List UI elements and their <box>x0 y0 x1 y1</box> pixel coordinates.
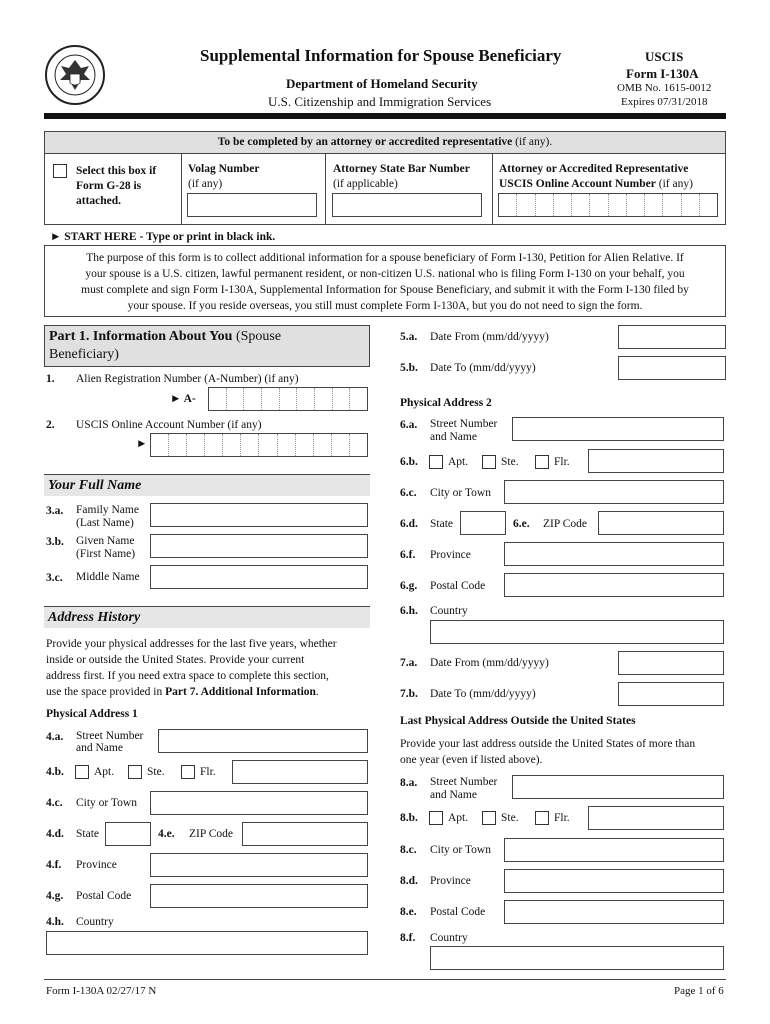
q4h-number: 4.h. <box>46 916 64 928</box>
addr3-flr-label: Flr. <box>554 812 570 824</box>
q8c-number: 8.c. <box>400 844 417 856</box>
part1-title-rest: (Spouse <box>232 329 282 344</box>
intro-line-2: your spouse is a U.S. citizen, lawful permanent resident, or non-citizen U.S. national who is filing Form I-130 on your behalf, you <box>85 268 685 280</box>
addr1-ste-checkbox[interactable] <box>128 765 142 779</box>
a-number-label: Alien Registration Number (A-Number) (if any) <box>76 373 299 385</box>
part1-title-line2: Beneficiary) <box>49 347 119 362</box>
history-text-1: Provide your physical addresses for the last five years, whether <box>46 638 337 650</box>
addr1-flr-checkbox[interactable] <box>181 765 195 779</box>
addr2-zip-label: ZIP Code <box>543 518 587 530</box>
addr3-province-label: Province <box>430 875 471 887</box>
addr3-postal-input[interactable] <box>504 900 724 924</box>
addr3-apt-label: Apt. <box>448 812 469 824</box>
addr3-city-input[interactable] <box>504 838 724 862</box>
addr1-street-label-2: and Name <box>76 742 123 754</box>
addr1-apt-checkbox[interactable] <box>75 765 89 779</box>
q6c-number: 6.c. <box>400 487 417 499</box>
bar-number-input[interactable] <box>332 193 482 217</box>
addr2-date-from-label: Date From (mm/dd/yyyy) <box>430 657 549 669</box>
addr1-zip-label: ZIP Code <box>189 828 233 840</box>
footer-rule <box>44 979 726 980</box>
attorney-banner-suffix: (if any). <box>515 136 553 148</box>
start-here: ► START HERE - Type or print in black ink. <box>50 231 276 243</box>
addr1-state-label: State <box>76 828 99 840</box>
intro-box <box>44 245 726 317</box>
addr1-province-input[interactable] <box>150 853 368 877</box>
intro-line-3: must complete and sign Form I-130A, Supplemental Information for Spouse Beneficiary, and submit it with the Form I-130 filed by <box>81 284 689 296</box>
addr3-city-label: City or Town <box>430 844 491 856</box>
bar-number-sublabel: (if applicable) <box>333 178 398 190</box>
addr2-date-to-label: Date To (mm/dd/yyyy) <box>430 688 536 700</box>
addr1-country-label: Country <box>76 916 114 928</box>
addr1-street-input[interactable] <box>158 729 368 753</box>
a-number-prefix: ► A- <box>170 393 196 405</box>
online-account-arrow: ► <box>136 438 148 450</box>
q4g-number: 4.g. <box>46 890 64 902</box>
attorney-divider-3 <box>492 154 493 224</box>
q5b-number: 5.b. <box>400 362 418 374</box>
volag-number-input[interactable] <box>187 193 317 217</box>
addr1-apt-label: Apt. <box>94 766 115 778</box>
header-rule <box>44 113 726 119</box>
q4f-number: 4.f. <box>46 859 62 871</box>
your-full-name-heading: Your Full Name <box>44 474 370 496</box>
addr2-country-label: Country <box>430 605 468 617</box>
q8f-number: 8.f. <box>400 932 416 944</box>
addr1-city-input[interactable] <box>150 791 368 815</box>
q3b-number: 3.b. <box>46 536 64 548</box>
attorney-divider-1 <box>181 154 182 224</box>
uscis-label: USCIS <box>645 49 684 64</box>
addr3-ste-checkbox[interactable] <box>482 811 496 825</box>
g28-label-1: Select this box if <box>76 165 157 177</box>
addr1-postal-input[interactable] <box>150 884 368 908</box>
q6b-number: 6.b. <box>400 456 418 468</box>
addr2-street-label-2: and Name <box>430 431 477 443</box>
addr1-postal-label: Postal Code <box>76 890 132 902</box>
history-text-4-bold: Part 7. Additional Information <box>165 686 316 698</box>
agency-name: U.S. Citizenship and Immigration Services <box>268 94 492 109</box>
outside-us-heading: Last Physical Address Outside the United States <box>400 715 636 727</box>
form-title: Supplemental Information for Spouse Beneficiary <box>200 46 562 65</box>
dhs-seal <box>44 44 106 106</box>
attorney-banner-text: To be completed by an attorney or accredited representative <box>217 136 513 148</box>
q4a-number: 4.a. <box>46 731 64 743</box>
q7a-number: 7.a. <box>400 657 418 669</box>
physical-address-2-heading: Physical Address 2 <box>400 397 492 409</box>
addr2-street-label-1: Street Number <box>430 418 498 430</box>
part1-heading <box>44 325 370 367</box>
given-name-label-1: Given Name <box>76 535 135 547</box>
addr2-province-input[interactable] <box>504 542 724 566</box>
q6f-number: 6.f. <box>400 549 416 561</box>
q8b-number: 8.b. <box>400 812 418 824</box>
volag-sublabel: (if any) <box>188 178 223 190</box>
addr2-city-input[interactable] <box>504 480 724 504</box>
addr1-date-from-input[interactable] <box>618 325 726 349</box>
q8e-number: 8.e. <box>400 906 417 918</box>
addr1-date-from-label: Date From (mm/dd/yyyy) <box>430 331 549 343</box>
addr2-city-label: City or Town <box>430 487 491 499</box>
part1-title-bold: Part 1. Information About You <box>49 329 233 344</box>
expiration-date: Expires 07/31/2018 <box>621 96 708 108</box>
attorney-banner <box>45 132 725 154</box>
q8a-number: 8.a. <box>400 777 418 789</box>
family-name-label-1: Family Name <box>76 504 139 516</box>
addr1-city-label: City or Town <box>76 797 137 809</box>
addr2-country-input[interactable] <box>430 620 724 644</box>
q3a-number: 3.a. <box>46 505 64 517</box>
addr2-state-select[interactable] <box>460 511 506 535</box>
online-account-input[interactable] <box>150 433 368 457</box>
addr3-country-input[interactable] <box>430 946 724 970</box>
form-number: Form I-130A <box>626 66 699 81</box>
addr2-flr-checkbox[interactable] <box>535 455 549 469</box>
history-text-3: address first. If you need extra space to complete this section, <box>46 670 329 682</box>
given-name-input[interactable] <box>150 534 368 558</box>
addr2-state-label: State <box>430 518 453 530</box>
middle-name-input[interactable] <box>150 565 368 589</box>
q8d-number: 8.d. <box>400 875 418 887</box>
family-name-label-2: (Last Name) <box>76 517 134 529</box>
rep-account-label-2 <box>499 178 693 191</box>
bar-number-label: Attorney State Bar Number <box>333 163 470 175</box>
addr2-street-input[interactable] <box>512 417 724 441</box>
addr1-street-label-1: Street Number <box>76 730 144 742</box>
history-text-4-end: . <box>315 686 319 698</box>
volag-label: Volag Number <box>188 163 260 175</box>
q6h-number: 6.h. <box>400 605 418 617</box>
addr3-flr-checkbox[interactable] <box>535 811 549 825</box>
history-text-4-start: use the space provided in <box>46 686 163 698</box>
addr3-street-input[interactable] <box>512 775 724 799</box>
department-name: Department of Homeland Security <box>286 76 478 91</box>
addr3-street-label-2: and Name <box>430 789 477 801</box>
addr2-flr-label: Flr. <box>554 456 570 468</box>
intro-line-1: The purpose of this form is to collect additional information for a spouse beneficiary of Form I-130, Petition for Alien Relative. If <box>86 252 684 264</box>
addr3-country-label: Country <box>430 932 468 944</box>
q6e-number: 6.e. <box>513 518 530 530</box>
addr2-ste-checkbox[interactable] <box>482 455 496 469</box>
q4c-number: 4.c. <box>46 797 63 809</box>
a-number-input[interactable] <box>208 387 368 411</box>
addr1-flr-label: Flr. <box>200 766 216 778</box>
addr3-ste-label: Ste. <box>501 812 519 824</box>
footer-form-edition: Form I-130A 02/27/17 N <box>46 985 157 997</box>
q7b-number: 7.b. <box>400 688 418 700</box>
address-history-heading: Address History <box>44 606 370 628</box>
addr1-ste-label: Ste. <box>147 766 165 778</box>
addr2-apt-checkbox[interactable] <box>429 455 443 469</box>
rep-account-label-2-text: USCIS Online Account Number <box>499 178 656 190</box>
g28-label-3: attached. <box>76 195 122 207</box>
q6a-number: 6.a. <box>400 419 418 431</box>
rep-account-number-input[interactable] <box>498 193 718 217</box>
omb-number: OMB No. 1615-0012 <box>617 82 712 94</box>
g28-checkbox[interactable] <box>53 164 67 178</box>
q6g-number: 6.g. <box>400 580 418 592</box>
q5a-number: 5.a. <box>400 331 418 343</box>
addr3-street-label-1: Street Number <box>430 776 498 788</box>
footer-page-number: Page 1 of 6 <box>674 985 724 997</box>
history-text-4 <box>46 686 319 699</box>
q6d-number: 6.d. <box>400 518 418 530</box>
addr3-postal-label: Postal Code <box>430 906 486 918</box>
addr1-zip-input[interactable] <box>242 822 368 846</box>
rep-account-sublabel: (if any) <box>658 178 693 190</box>
outside-us-text-2: one year (even if listed above). <box>400 754 543 766</box>
addr2-date-to-input[interactable] <box>618 682 724 706</box>
addr1-province-label: Province <box>76 859 117 871</box>
g28-label-2: Form G-28 is <box>76 180 142 192</box>
history-text-2: inside or outside the United States. Provide your current <box>46 654 305 666</box>
addr1-date-to-label: Date To (mm/dd/yyyy) <box>430 362 536 374</box>
addr2-postal-input[interactable] <box>504 573 724 597</box>
intro-line-4: your spouse. If you reside overseas, you still must complete Form I-130A, but you do not need to sign the form. <box>127 300 643 312</box>
attorney-divider-2 <box>325 154 326 224</box>
rep-account-label-1: Attorney or Accredited Representative <box>499 163 689 175</box>
addr3-unit-input[interactable] <box>588 806 724 830</box>
addr1-country-input[interactable] <box>46 931 368 955</box>
addr2-apt-label: Apt. <box>448 456 469 468</box>
q4d-number: 4.d. <box>46 828 64 840</box>
q4b-number: 4.b. <box>46 766 64 778</box>
given-name-label-2: (First Name) <box>76 548 136 560</box>
addr3-apt-checkbox[interactable] <box>429 811 443 825</box>
addr1-unit-input[interactable] <box>232 760 368 784</box>
family-name-input[interactable] <box>150 503 368 527</box>
physical-address-1-heading: Physical Address 1 <box>46 708 138 720</box>
addr3-province-input[interactable] <box>504 869 724 893</box>
addr2-province-label: Province <box>430 549 471 561</box>
addr2-ste-label: Ste. <box>501 456 519 468</box>
q1-number: 1. <box>46 373 55 385</box>
addr1-state-select[interactable] <box>105 822 151 846</box>
middle-name-label: Middle Name <box>76 571 140 583</box>
addr1-date-to-input[interactable] <box>618 356 726 380</box>
q2-number: 2. <box>46 419 55 431</box>
q3c-number: 3.c. <box>46 572 63 584</box>
addr2-date-from-input[interactable] <box>618 651 724 675</box>
q4e-number: 4.e. <box>158 828 175 840</box>
addr2-postal-label: Postal Code <box>430 580 486 592</box>
outside-us-text-1: Provide your last address outside the United States of more than <box>400 738 696 750</box>
online-account-label: USCIS Online Account Number (if any) <box>76 419 262 431</box>
addr2-unit-input[interactable] <box>588 449 724 473</box>
addr2-zip-input[interactable] <box>598 511 724 535</box>
